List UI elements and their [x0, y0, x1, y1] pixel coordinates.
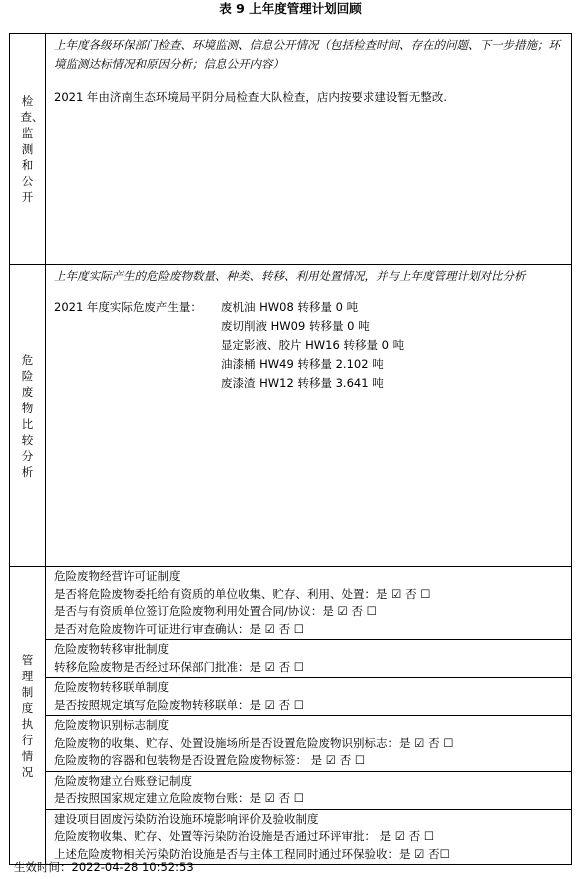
hazwaste-hint: 上年度实际产生的危险废物数量、种类、转移、利用处置情况，并与上年度管理计划对比分析	[54, 269, 526, 283]
review-table	[9, 33, 572, 865]
effective-time: 生效时间：2022-04-28 10:52:53	[14, 860, 194, 874]
hazwaste-lead: 2021 年度实际危废产生量：	[54, 300, 202, 314]
section-label-management: 管理制度执行情况	[10, 567, 46, 865]
section-label-hazwaste: 危险废物比较分析	[10, 265, 46, 567]
hazwaste-item: 废机油 HW08 转移量 0 吨	[221, 300, 359, 314]
hazwaste-item: 油漆桶 HW49 转移量 2.102 吨	[221, 357, 384, 371]
hazwaste-item: 废漆渣 HW12 转移量 3.641 吨	[221, 376, 384, 390]
hazwaste-item: 废切削液 HW09 转移量 0 吨	[221, 319, 370, 333]
section-hazwaste-content	[46, 265, 572, 567]
management-group: 危险废物建立台账登记制度 是否按照国家规定建立危险废物台账：是 ☑ 否 ☐	[46, 771, 571, 809]
management-group: 危险废物经营许可证制度 是否将危险废物委托给有资质的单位收集、贮存、利用、处置：是 ☑ 否 ☐ 是否与有资质单位签订危险废物利用处置合同/协议：是 ☑ 否 ☐ 是否对危险废物许可证进行审查确认：是 ☑ 否 ☐	[46, 567, 571, 640]
management-group: 危险废物转移审批制度 转移危险废物是否经过环保部门批准：是 ☑ 否 ☐	[46, 640, 571, 678]
section-inspection-content	[46, 34, 572, 265]
management-subtable	[46, 567, 571, 864]
management-group: 危险废物识别标志制度 危险废物的收集、贮存、处置设施场所是否设置危险废物识别标志：是 ☑ 否 ☐ 危险废物的容器和包装物是否设置危险废物标签： 是 ☑ 否 ☐	[46, 716, 571, 772]
table-title: 表 9 上年度管理计划回顾	[219, 1, 362, 16]
management-group: 危险废物转移联单制度 是否按照规定填写危险废物转移联单：是 ☑ 否 ☐	[46, 678, 571, 716]
hazwaste-item: 显定影液、胶片 HW16 转移量 0 吨	[221, 338, 405, 352]
inspection-text: 2021 年由济南生态环境局平阴分局检查大队检查，店内按要求建设暂无整改.	[54, 90, 448, 104]
section-label-inspection: 检查、监测和公开	[10, 34, 46, 265]
section-management-content	[46, 567, 572, 865]
management-group: 建设项目固废污染防治设施环境影响评价及验收制度 危险废物收集、贮存、处置等污染防治设施是否通过环评审批： 是 ☑ 否 ☐ 上述危险废物相关污染防治设施是否与主体工程同时通过环保验收：是 ☑ 否☐	[54, 811, 450, 861]
inspection-hint: 上年度各级环保部门检查、环境监测、信息公开情况（包括检查时间、存在的问题、下一步措施；环境监测达标情况和原因分析；信息公开内容）	[54, 38, 560, 71]
